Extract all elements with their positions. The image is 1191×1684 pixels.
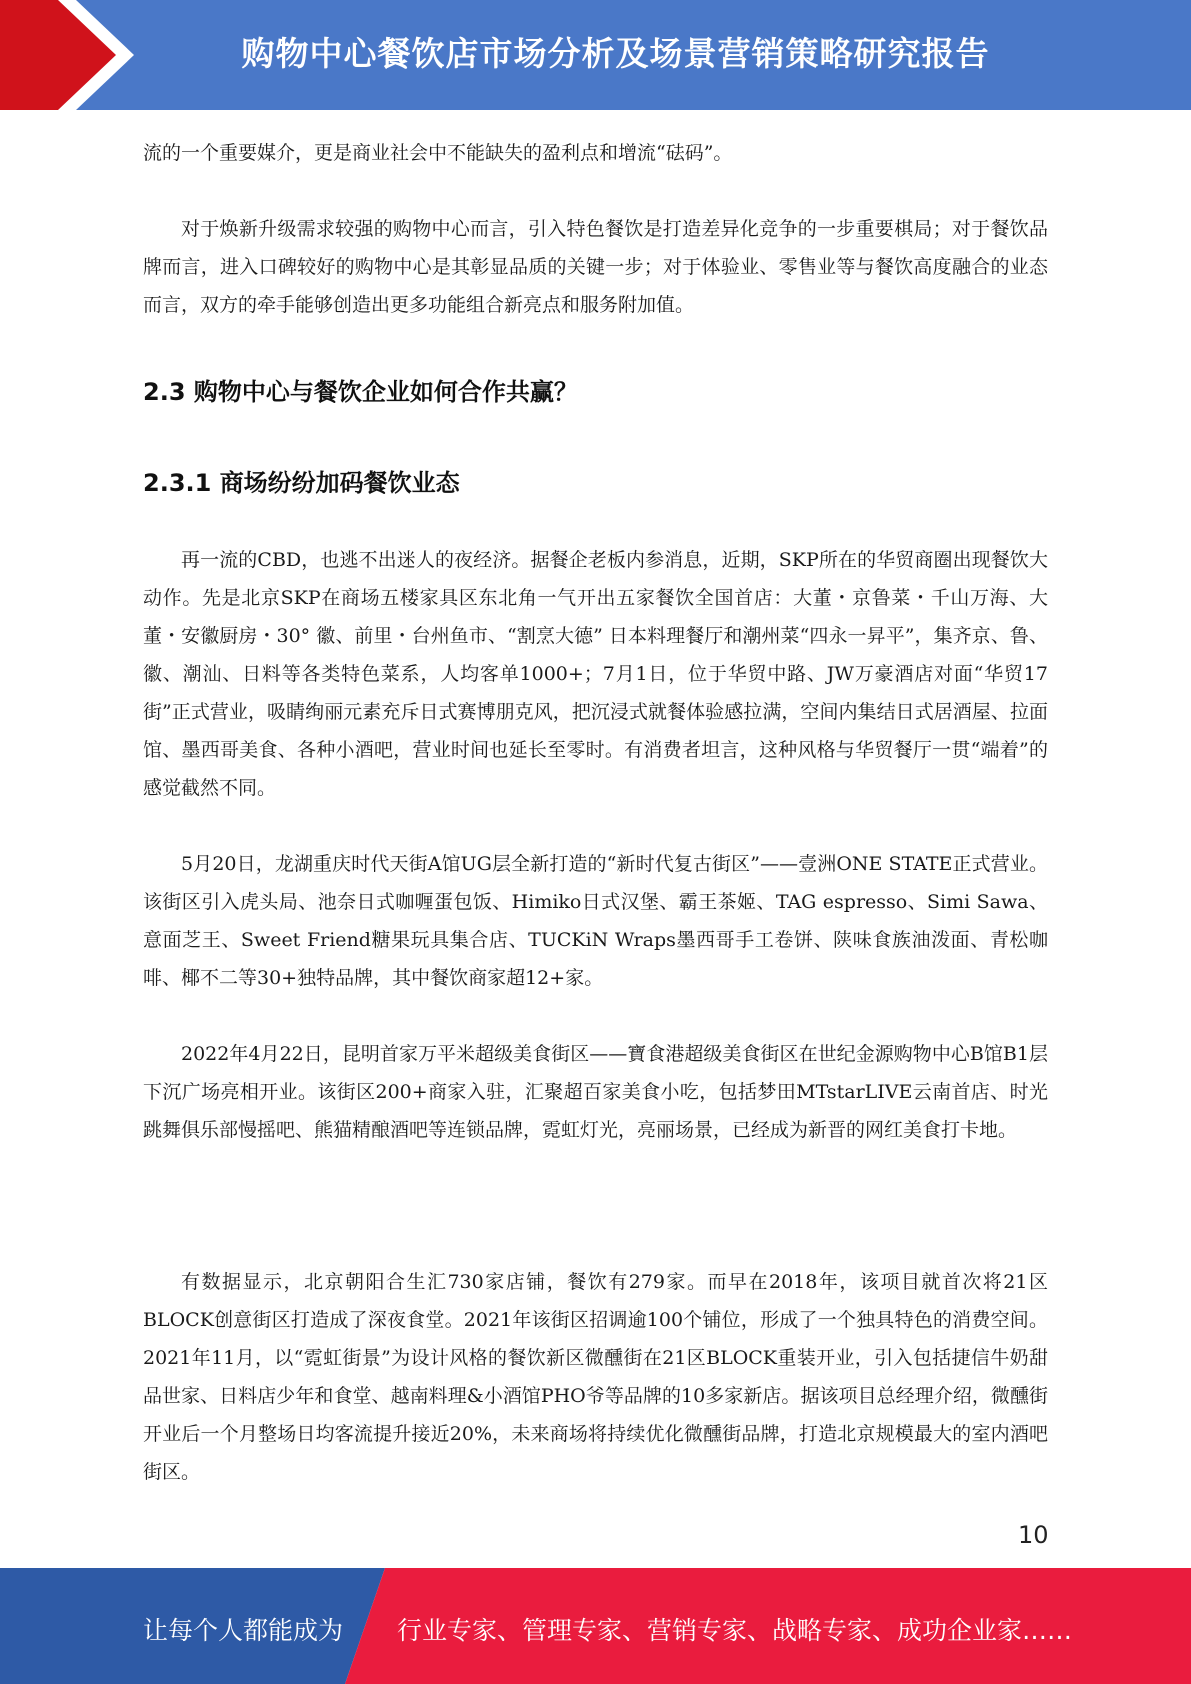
report-title: 购物中心餐饮店市场分析及场景营销策略研究报告 bbox=[241, 34, 990, 73]
page-number: 10 bbox=[1018, 1521, 1049, 1549]
paragraph-continuation: 流的一个重要媒介，更是商业社会中不能缺失的盈利点和增流“砝码”。 bbox=[143, 142, 733, 164]
paragraph-cbd: 再一流的CBD，也逃不出迷人的夜经济。据餐企老板内参消息，近期，SKP所在的华贸商圈出现餐饮大动作。先是北京SKP在商场五楼家具区东北角一气开出五家餐饮全国首店：大董・京鲁菜・千山万海、大董・安徽厨房・30° 徽、前里・台州鱼市、“割烹大德” 日本料理餐厅和潮州菜“四永一昇平”，集齐京、鲁、徽、潮汕、日料等各类特色菜系，人均客单1000+；7月1日，位于华贸中路、JW万豪酒店对面“华贸17街”正式营业，吸睛绚丽元素充斥日式赛博朋克风，把沉浸式就餐体验感拉满，空间内集结日式居酒屋、拉面馆、墨西哥美食、各种小酒吧，营业时间也延长至零时。有消费者坦言，这种风格与华贸餐厅一贯“端着”的感觉截然不同。 bbox=[143, 549, 1048, 799]
footer-slogan-left: 让每个人都能成为 bbox=[143, 1616, 344, 1645]
paragraph-beijing: 有数据显示，北京朝阳合生汇730家店铺，餐饮有279家。而早在2018年，该项目就首次将21区BLOCK创意街区打造成了深夜食堂。2021年该街区招调逾100个铺位，形成了一个独具特色的消费空间。2021年11月，以“霓虹街景”为设计风格的餐饮新区微醺街在21区BLOCK重装开业，引入包括捷信牛奶甜品世家、日料店少年和食堂、越南料理&小酒馆PHO爷等品牌的10多家新店。据该项目总经理介绍，微醺街开业后一个月整场日均客流提升接近20%，未来商场将持续优化微醺街品牌，打造北京规模最大的室内酒吧街区。 bbox=[143, 1271, 1048, 1483]
footer-slogan-right: 行业专家、管理专家、营销专家、战略专家、成功企业家…… bbox=[397, 1616, 1073, 1645]
paragraph-upgrade: 对于焕新升级需求较强的购物中心而言，引入特色餐饮是打造差异化竞争的一步重要棋局；对于餐饮品牌而言，进入口碑较好的购物中心是其彰显品质的关键一步；对于体验业、零售业等与餐饮高度融合的业态而言，双方的牵手能够创造出更多功能组合新亮点和服务附加值。 bbox=[143, 218, 1048, 316]
paragraph-kunming: 2022年4月22日，昆明首家万平米超级美食街区——寶食港超级美食街区在世纪金源购物中心B馆B1层下沉广场亮相开业。该街区200+商家入驻，汇聚超百家美食小吃，包括梦田MTstarLIVE云南首店、时光跳舞俱乐部慢摇吧、熊猫精酿酒吧等连锁品牌，霓虹灯光，亮丽场景，已经成为新晋的网红美食打卡地。 bbox=[143, 1043, 1048, 1141]
section-heading-2-3: 2.3 购物中心与餐饮企业如何合作共赢？ bbox=[143, 378, 578, 406]
page-header bbox=[0, 0, 1191, 110]
section-heading-2-3-1: 2.3.1 商场纷纷加码餐饮业态 bbox=[143, 469, 460, 497]
paragraph-chongqing: 5月20日，龙湖重庆时代天街A馆UG层全新打造的“新时代复古街区”——壹洲ONE STATE正式营业。该街区引入虎头局、池奈日式咖喱蛋包饭、Himiko日式汉堡、霸王茶姬、TAG espresso、Simi Sawa、意面芝王、Sweet Friend糖果玩具集合店、TUCKiN Wraps墨西哥手工卷饼、陕味食族油泼面、青松咖啡、椰不二等30+独特品牌，其中餐饮商家超12+家。 bbox=[143, 853, 1048, 989]
page-footer bbox=[0, 1568, 1191, 1684]
